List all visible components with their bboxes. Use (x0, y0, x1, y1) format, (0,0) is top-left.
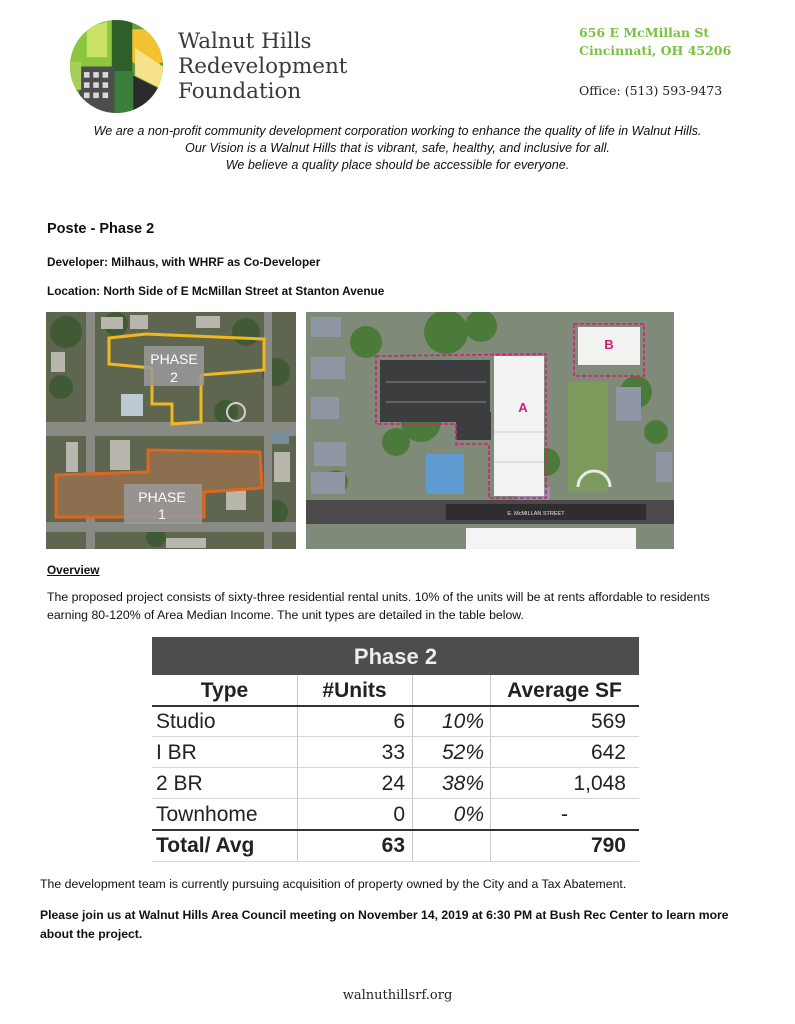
table-cell-units: 6 (393, 710, 405, 733)
aerial-phase-map (46, 312, 296, 549)
mission-line1: We are a non-profit community development corporation working to enhance the quality of life in Walnut Hills. (93, 124, 702, 138)
table-cell-units: 33 (381, 741, 405, 764)
location-line: Location: North Side of E McMillan Street at Stanton Avenue (47, 284, 385, 298)
table-cell-type: I BR (156, 741, 197, 764)
foundation-logo (70, 20, 163, 113)
org-name-line1: Walnut Hills (178, 29, 312, 54)
table-total-label: Total/ Avg (156, 834, 255, 857)
table-cell-percent: 10% (441, 710, 484, 733)
header-average-sf: Average SF (507, 679, 622, 702)
table-cell-units: 24 (381, 772, 405, 795)
mission-line2: Our Vision is a Walnut Hills that is vibrant, safe, healthy, and inclusive for all. (185, 141, 610, 155)
table-cell-percent: 0% (453, 803, 484, 826)
table-cell-average-sf: 569 (590, 710, 626, 733)
header-units: #Units (322, 679, 387, 702)
site-plan-map (306, 312, 674, 549)
phase2-map-number: 2 (170, 369, 178, 385)
address-line2: Cincinnati, OH 45206 (579, 43, 732, 58)
phase2-map-label: PHASE (150, 351, 198, 367)
mission-line3: We believe a quality place should be accessible for everyone. (225, 158, 570, 172)
header-type: Type (200, 679, 249, 702)
table-title: Phase 2 (152, 637, 639, 675)
overview-heading: Overview (47, 563, 100, 577)
table-cell-average-sf: 1,048 (573, 772, 626, 795)
table-cell-units: 0 (393, 803, 405, 826)
street-name-label: E. McMILLAN STREET (507, 511, 565, 517)
development-note: The development team is currently pursuing acquisition of property owned by the City and a Tax Abatement. (40, 877, 627, 891)
project-title: Poste - Phase 2 (47, 221, 155, 237)
website-footer[interactable]: walnuthillsrf.org (342, 988, 453, 1003)
office-phone: Office: (513) 593-9473 (579, 83, 723, 98)
table-total-average-sf: 790 (590, 834, 626, 857)
meeting-invitation: Please join us at Walnut Hills Area Council meeting on November 14, 2019 at 6:30 PM at Bush Rec Center to learn more about the project. (40, 908, 729, 941)
table-cell-percent: 38% (441, 772, 484, 795)
row-divider (152, 861, 639, 862)
address-line1: 656 E McMillan St (579, 25, 710, 40)
table-cell-type: 2 BR (156, 772, 203, 795)
phase1-map-number: 1 (158, 506, 166, 522)
table-cell-average-sf: - (561, 803, 568, 826)
table-cell-type: Townhome (156, 803, 258, 826)
building-a-label: A (518, 400, 528, 415)
table-total-units: 63 (381, 834, 405, 857)
unit-mix-table (152, 637, 639, 862)
org-name-line2: Redevelopment (178, 54, 348, 79)
table-cell-average-sf: 642 (590, 741, 626, 764)
table-total-percent (412, 830, 484, 861)
header-percent (412, 675, 490, 706)
building-b-label: B (604, 337, 614, 352)
phase1-map-label: PHASE (138, 489, 186, 505)
table-cell-type: Studio (156, 710, 216, 733)
org-name-line3: Foundation (178, 79, 302, 104)
overview-text: The proposed project consists of sixty-three residential rental units. 10% of the units will be at rents affordable to residents earning 80-120% of Area Median Income. The unit types are detailed in the table below. (47, 590, 710, 622)
table-cell-percent: 52% (441, 741, 484, 764)
developer-line: Developer: Milhaus, with WHRF as Co-Developer (47, 255, 321, 269)
